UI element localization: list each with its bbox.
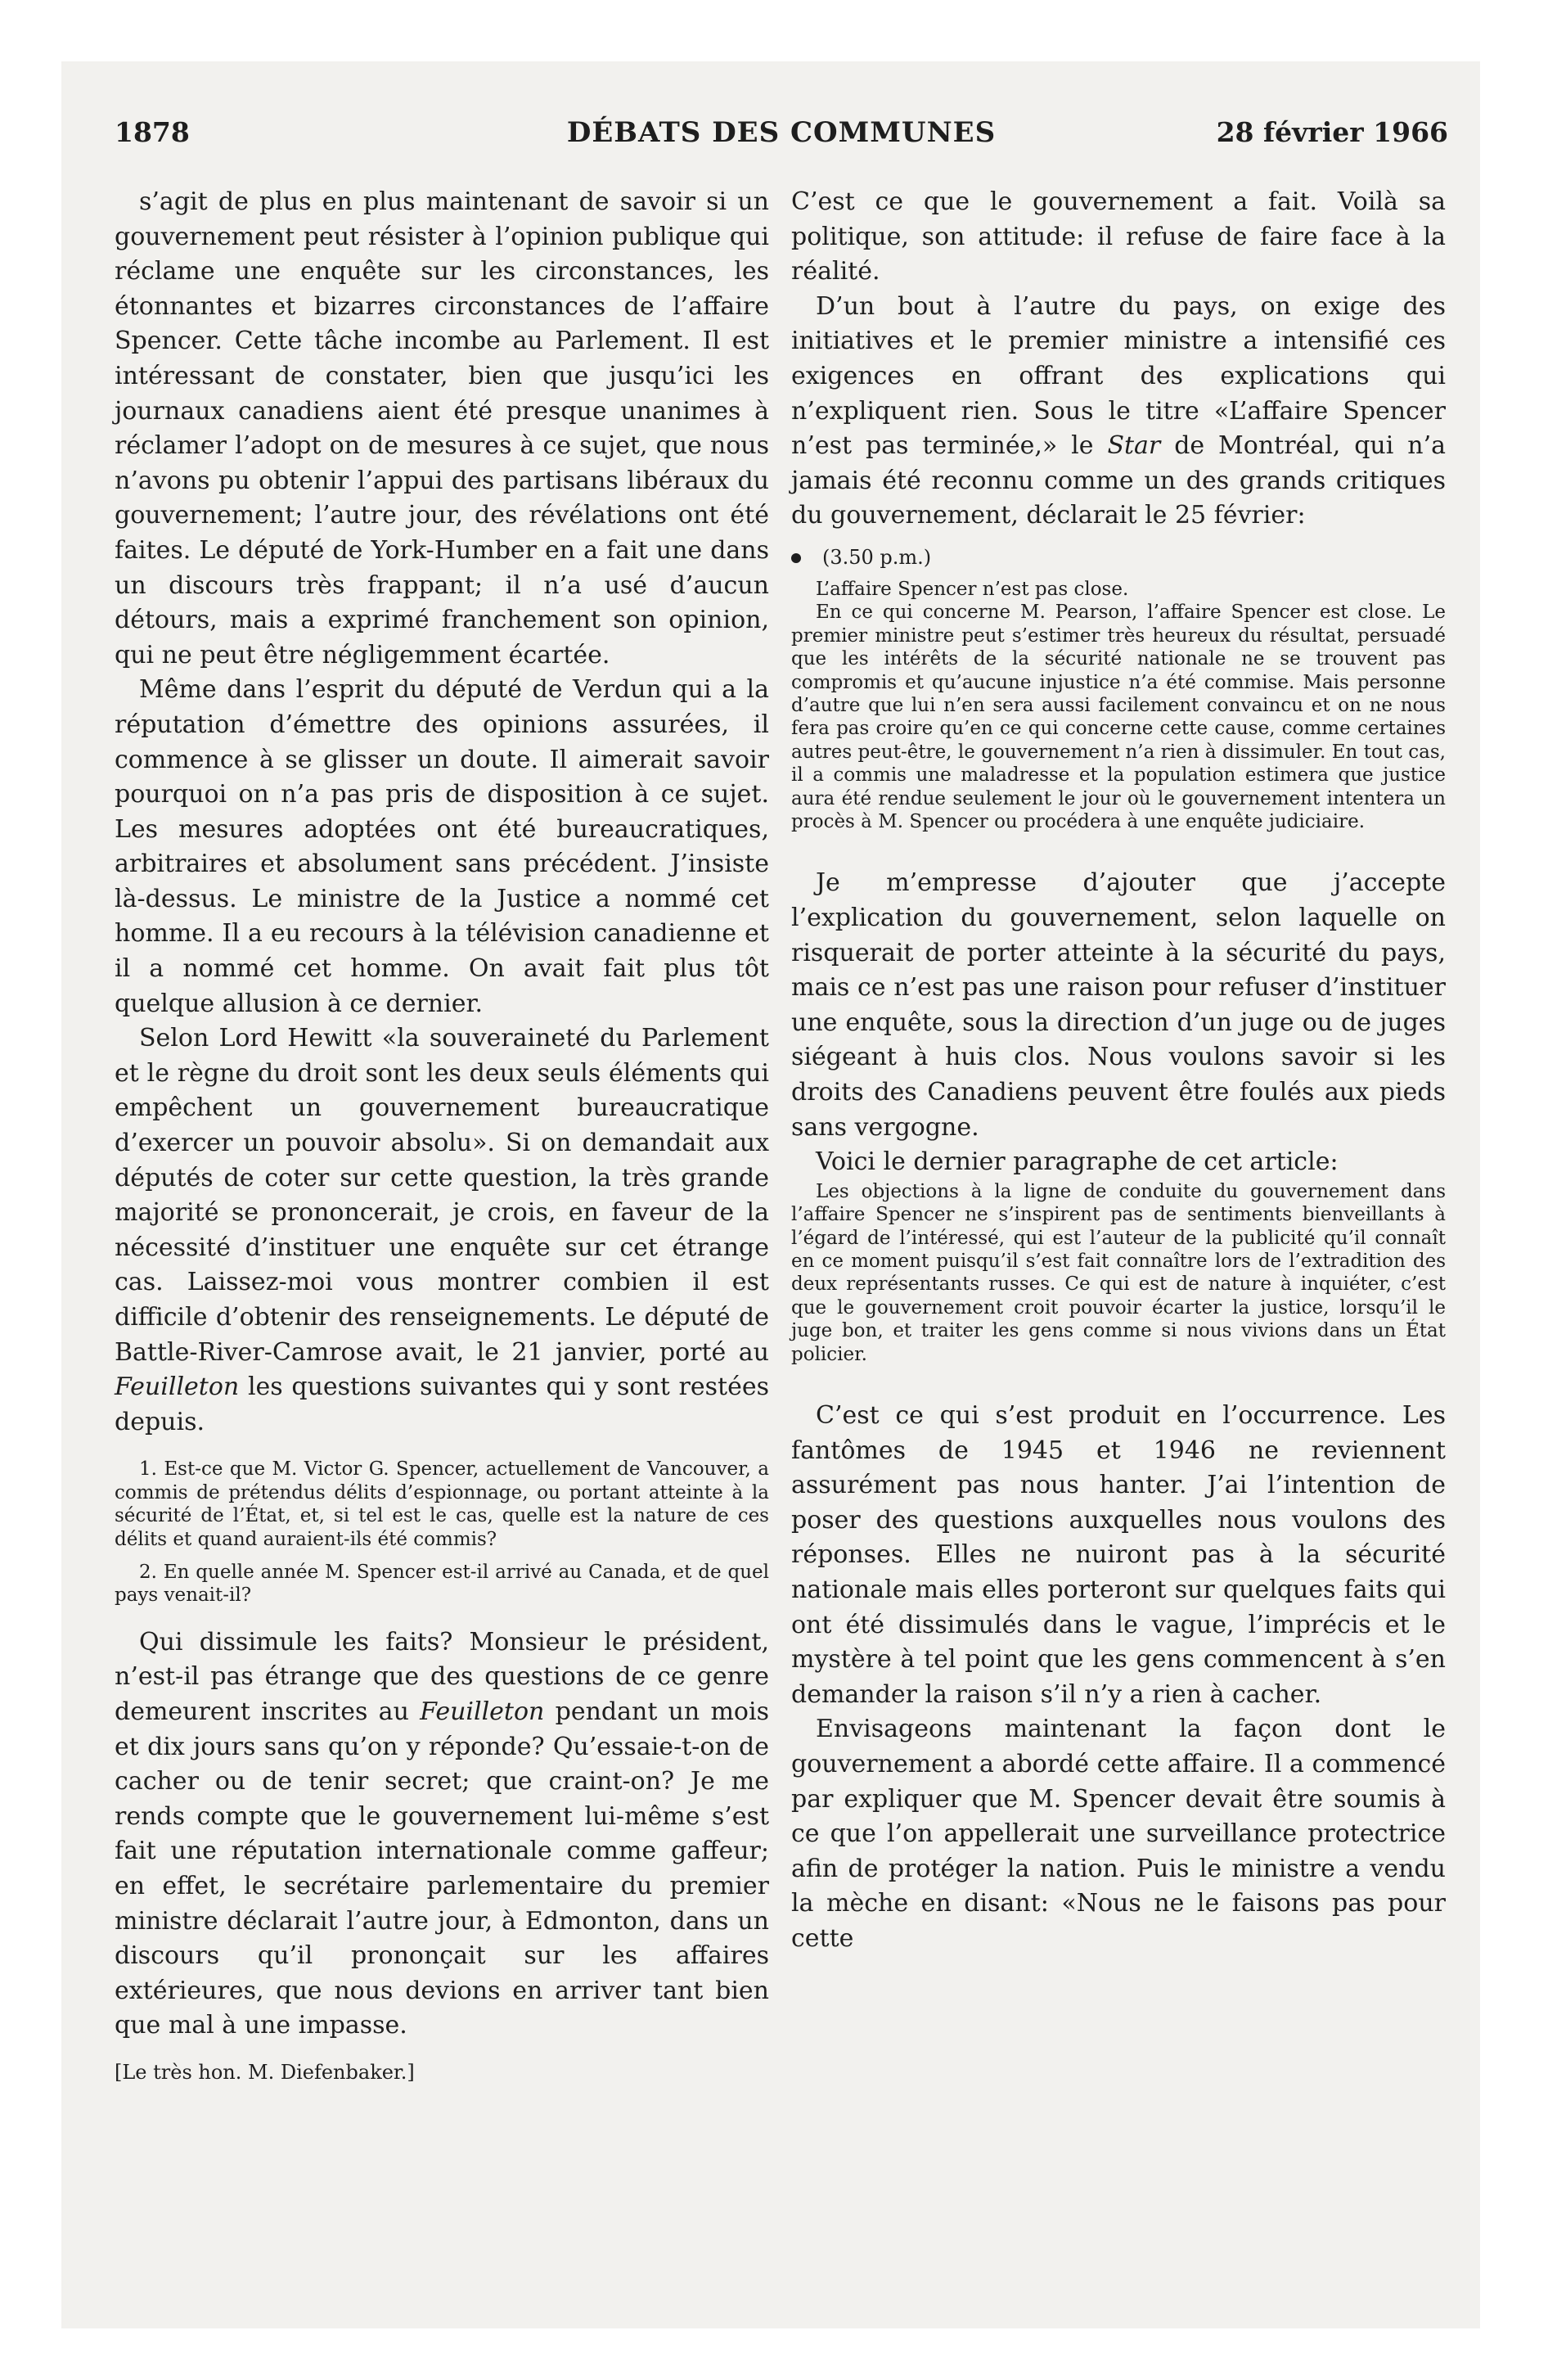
left-column [115,185,769,2085]
paragraph: C’est ce qui s’est produit en l’occurrence. Les fantômes de 1945 et 1946 ne reviennent assurément pas nous hanter. J’ai l’intention de poser des questions auxquelles nous voulons des réponses. Elles ne nuiront pas à la sécurité nationale mais elles porteront sur quelques faits qui ont été dissimulés dans le vague, l’imprécis et le mystère à tel point que les gens commencent à s’en demander la raison s’il n’y a rien à cacher. [791,1401,1446,1709]
page-date: 28 février 1966 [1216,116,1448,148]
paragraph: Je m’empresse d’ajouter que j’accepte l’explication du gouvernement, selon laquelle on risquerait de porter atteinte à la sécurité du pays, mais ce n’est pas une raison pour refuser d’instituer une enquête, sous la direction d’un juge ou de juges siégeant à huis clos. Nous voulons savoir si les droits des Canadiens peuvent être foulés aux pieds sans vergogne. [791,868,1446,1142]
paragraph-text: D’un bout à l’autre du pays, on exige des initiatives et le premier ministre a intensifié ces exigences en offrant des explications qui n’expliquent rien. Sous le titre «L’affaire Spencer n’est pas terminée,» le [791,291,1446,461]
paragraph: C’est ce que le gouvernement a fait. Voilà sa politique, son attitude: il refuse de faire face à la réalité. [791,187,1446,286]
italic-term: Feuilleton [115,1373,240,1402]
paragraph: Même dans l’esprit du député de Verdun qui a la réputation d’émettre des opinions assurées, il commence à se glisser un doute. Il aimerait savoir pourquoi on n’a pas pris de disposition à ce sujet. Les mesures adoptées ont été bureaucratiques, arbitraires et absolument sans précédent. J’insiste là-dessus. Le ministre de la Justice a nommé cet homme. Il a eu recours à la télévision canadienne et il a nommé cet homme. On avait fait plus tôt quelque allusion à ce dernier. [115,675,769,1018]
quoted-text: L’affaire Spencer n’est pas close. [816,578,1129,600]
page-number: 1878 [115,116,190,148]
quoted-text: En ce qui concerne M. Pearson, l’affaire Spencer est close. Le premier ministre peut s’estimer très heureux du résultat, persuadé que les intérêts de la sécurité nationale ne se trouvent pas compromis et qu’aucune injustice n’a été commise. Mais personne d’autre que lui n’en sera aussi facilement convaincu et on ne nous fera pas croire qu’en ce qui concerne cette cause, comme certaines autres peut-être, le gouvernement n’a rien à dissimuler. En tout cas, il a commis une maladresse et la population estimera que justice aura été rendue seulement le jour où le gouvernement intentera un procès à M. Spencer ou procédera à une enquête judiciaire. [791,602,1446,832]
quoted-question: 2. En quelle année M. Spencer est-il arrivé au Canada, et de quel pays venait-il? [115,1562,769,1607]
time-stamp: (3.50 p.m.) [822,545,932,569]
paragraph-text: les questions suivantes qui y sont restées depuis. [115,1373,769,1436]
paragraph-text: pendant un mois et dix jours sans qu’on y réponde? Qu’essaie-t-on de cacher ou de tenir secret; que craint-on? Je me rends compte que le gouvernement lui-même s’est fait une réputation internationale comme gaffeur; en effet, le secrétaire parlementaire du premier ministre déclarait l’autre jour, à Edmonton, dans un discours qu’il prononçait sur les affaires extérieures, que nous devions en arriver tant bien que mal à une impasse. [115,1697,769,2040]
paragraph-text: Selon Lord Hewitt «la souveraineté du Parlement et le règne du droit sont les deux seuls éléments qui empêchent un gouvernement bureaucratique d’exercer un pouvoir absolu». Si on demandait aux députés de coter sur cette question, la très grande majorité se prononcerait, je crois, en faveur de la nécessité d’instituer une enquête sur cet étrange cas. Laissez-moi vous montrer combien il est difficile d’obtenir des renseignements. Le député de Battle-River-Camrose avait, le 21 janvier, porté au [115,1024,769,1367]
paragraph [115,1021,769,1440]
page-title: DÉBATS DES COMMUNES [566,116,997,149]
quoted-text: Les objections à la ligne de conduite du gouvernement dans l’affaire Spencer ne s’inspirent pas de sentiments bienveillants à l’égard de l’intéressé, qui est l’auteur de la publicité qu’il connaît en ce moment puisqu’il s’est fait connaître lors de l’extradition des deux représentants russes. Ce qui est de nature à inquiéter, c’est que le gouvernement croit pouvoir écarter la justice, lorsqu’il le juge bon, et traiter les gens comme si nous vivions dans un État policier. [791,1180,1446,1365]
bullet-icon [791,553,801,563]
paragraph: Envisageons maintenant la façon dont le gouvernement a abordé cette affaire. Il a commencé par expliquer que M. Spencer devait être soumis à ce que l’on appellerait une surveillance protectrice afin de protéger la nation. Puis le ministre a vendu la mèche en disant: «Nous ne le faisons pas pour cette [791,1715,1446,1953]
paragraph: s’agit de plus en plus maintenant de savoir si un gouvernement peut résister à l’opinion publique qui réclame une enquête sur les circonstances, les étonnantes et bizarres circonstances de l’affaire Spencer. Cette tâche incombe au Parlement. Il est intéressant de constater, bien que jusqu’ici les journaux canadiens aient été presque unanimes à réclamer l’adopt on de mesures à ce sujet, que nous n’avons pu obtenir l’appui des partisans libéraux du gouvernement; l’autre jour, des révélations ont été faites. Le député de York-Humber en a fait une dans un discours très frappant; il n’a usé d’aucun détours, mais a exprimé franchement son opinion, qui ne peut être négligemment écartée. [115,187,769,669]
time-marker [791,545,1446,570]
paragraph [115,1625,769,2044]
paragraph [791,290,1446,534]
paragraph-text: Qui dissimule les faits? Monsieur le président, n’est-il pas étrange que des questions de ce genre demeurent inscrites au [115,1627,769,1726]
page-header [115,116,1448,157]
paragraph: Voici le dernier paragraphe de cet article: [816,1147,1339,1177]
paragraph-text: de Montréal, qui n’a jamais été reconnu comme un des grands critiques du gouvernement, déclarait le 25 février: [791,431,1446,530]
speaker-attribution: [Le très hon. M. Diefenbaker.] [115,2060,415,2084]
italic-term: Star [1107,431,1161,461]
italic-term: Feuilleton [420,1697,545,1726]
quoted-question: 1. Est-ce que M. Victor G. Spencer, actuellement de Vancouver, a commis de prétendus délits d’espionnage, ou portant atteinte à la sécurité de l’État, et, si tel est le cas, quelle est la nature de ces délits et quand auraient-ils été commis? [115,1458,769,1550]
right-column [791,185,1446,1957]
